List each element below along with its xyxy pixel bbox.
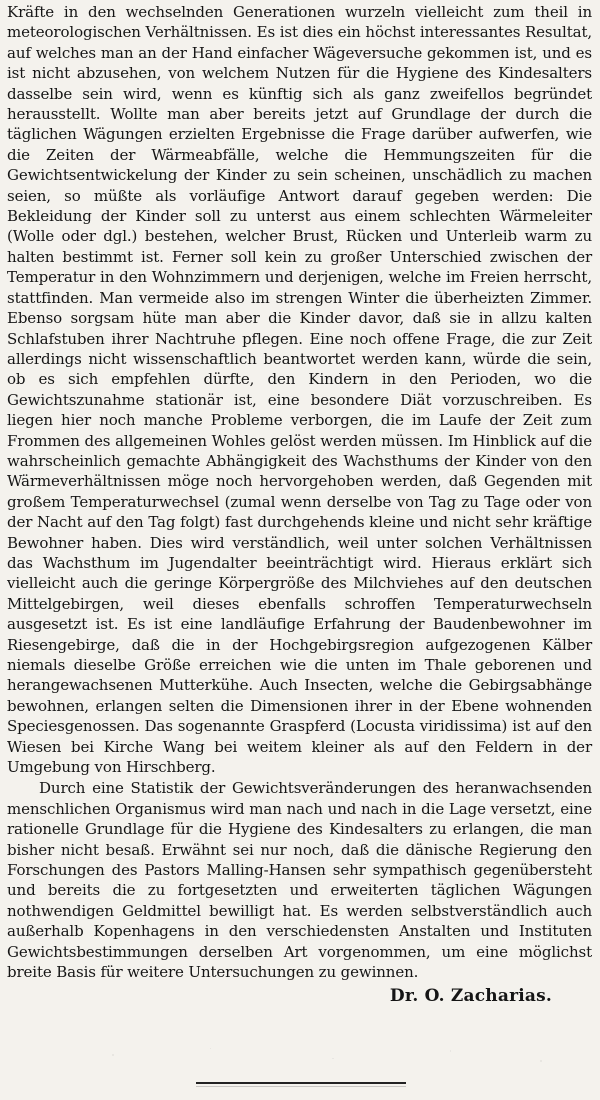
section-divider <box>196 1082 406 1084</box>
article-body <box>7 2 592 1007</box>
paper-speck <box>540 1060 542 1062</box>
paper-speck <box>210 1048 211 1049</box>
author-signature: Dr. O. Zacharias. <box>389 985 552 1006</box>
paper-speck <box>450 1050 451 1052</box>
article-paragraph-1: Kräfte in den wechselnden Generationen wurzeln vielleicht zum theil in meteorologischen Verhältnissen. Es ist dies ein höchst interessantes Resultat, auf welches man an der Hand einfacher Wägeversuche gekommen ist, und es ist nicht abzusehen, von welchem Nutzen für die Hygiene des Kindesalters dasselbe sein wird, wenn es künftig sich als ganz zweifellos begründet herausstellt. Wollte man aber bereits jetzt auf Grundlage der durch die täglichen Wägungen erzielten Ergebnisse die Frage darüber aufwerfen, wie die Zeiten der Wärmeabfälle, welche die Hemmungszeiten für die Gewichtsentwickelung der Kinder zu sein scheinen, unschädlich zu machen seien, so müßte als vorläufige Antwort darauf gegeben werden: Die Bekleidung der Kinder soll zu unterst aus einem schlechten Wärmeleiter (Wolle oder dgl.) bestehen, welcher Brust, Rücken und Unterleib warm zu halten bestimmt ist. Ferner soll kein zu großer Unterschied zwischen der Temperatur in den Wohnzimmern und derjenigen, welche im Freien herrscht, stattfinden. Man vermeide also im strengen Winter die überheizten Zimmer. Ebenso sorgsam hüte man aber die Kinder davor, daß sie in allzu kalten Schlafstuben ihrer Nachtruhe pflegen. Eine noch offene Frage, die zur Zeit allerdings nicht wissenschaftlich beantwortet werden kann, würde die sein, ob es sich empfehlen dürfte, den Kindern in den Perioden, wo die Gewichtszunahme stationär ist, eine besondere Diät vorzuschreiben. Es liegen hier noch manche Probleme verborgen, die im Laufe der Zeit zum Frommen des allgemeinen Wohles gelöst werden müssen. Im Hinblick auf die wahrscheinlich gemachte Abhängigkeit des Wachsthums der Kinder von den Wärmeverhältnissen möge noch hervorgehoben werden, daß Gegenden mit großem Temperaturwechsel (zumal wenn derselbe von Tag zu Tage oder von der Nacht auf den Tag folgt) fast durchgehends kleine und nicht sehr kräftige Bewohner haben. Dies wird verständlich, weil unter solchen Verhältnissen das Wachsthum im Jugendalter beeinträchtigt wird. Hieraus erklärt sich vielleicht auch die geringe Körpergröße des Milchviehes auf den deutschen Mittelgebirgen, weil dieses ebenfalls schroffen Temperaturwechseln ausgesetzt ist. Es ist eine landläufige Erfahrung der Baudenbewohner im Riesengebirge, daß die in der Hochgebirgsregion aufgezogenen Kälber niemals dieselbe Größe erreichen wie die unten im Thale geborenen und herangewachsenen Mutterkühe. Auch Insecten, welche die Gebirgsabhänge bewohnen, erlangen selten die Dimensionen ihrer in der Ebene wohnenden Speciesgenossen. Das sogenannte Graspferd (Locusta viridissima) ist auf den Wiesen bei Kirche Wang bei weitem kleiner als auf den Feldern in der Umgebung von Hirschberg. <box>7 3 592 777</box>
paper-speck <box>112 1054 114 1056</box>
article-paragraph-2: Durch eine Statistik der Gewichtsveränderungen des heranwachsenden menschlichen Organismus wird man nach und nach in die Lage versetzt, eine rationelle Grundlage für die Hygiene des Kindesalters zu erlangen, die man bisher nicht besaß. Erwähnt sei nur noch, daß die dänische Regierung den Forschungen des Pastors Malling-Hansen sehr sympathisch gegenübersteht und bereits die zu fortgesetzten und erweiterten täglichen Wägungen nothwendigen Geldmittel bewilligt hat. Es werden selbstverständlich auch außerhalb Kopenhagens in den verschiedensten Anstalten und Instituten Gewichtsbestimmungen derselben Art vorgenommen, um eine möglichst breite Basis für weitere Untersuchungen zu gewinnen. <box>7 779 592 982</box>
paper-speck <box>332 1058 334 1059</box>
